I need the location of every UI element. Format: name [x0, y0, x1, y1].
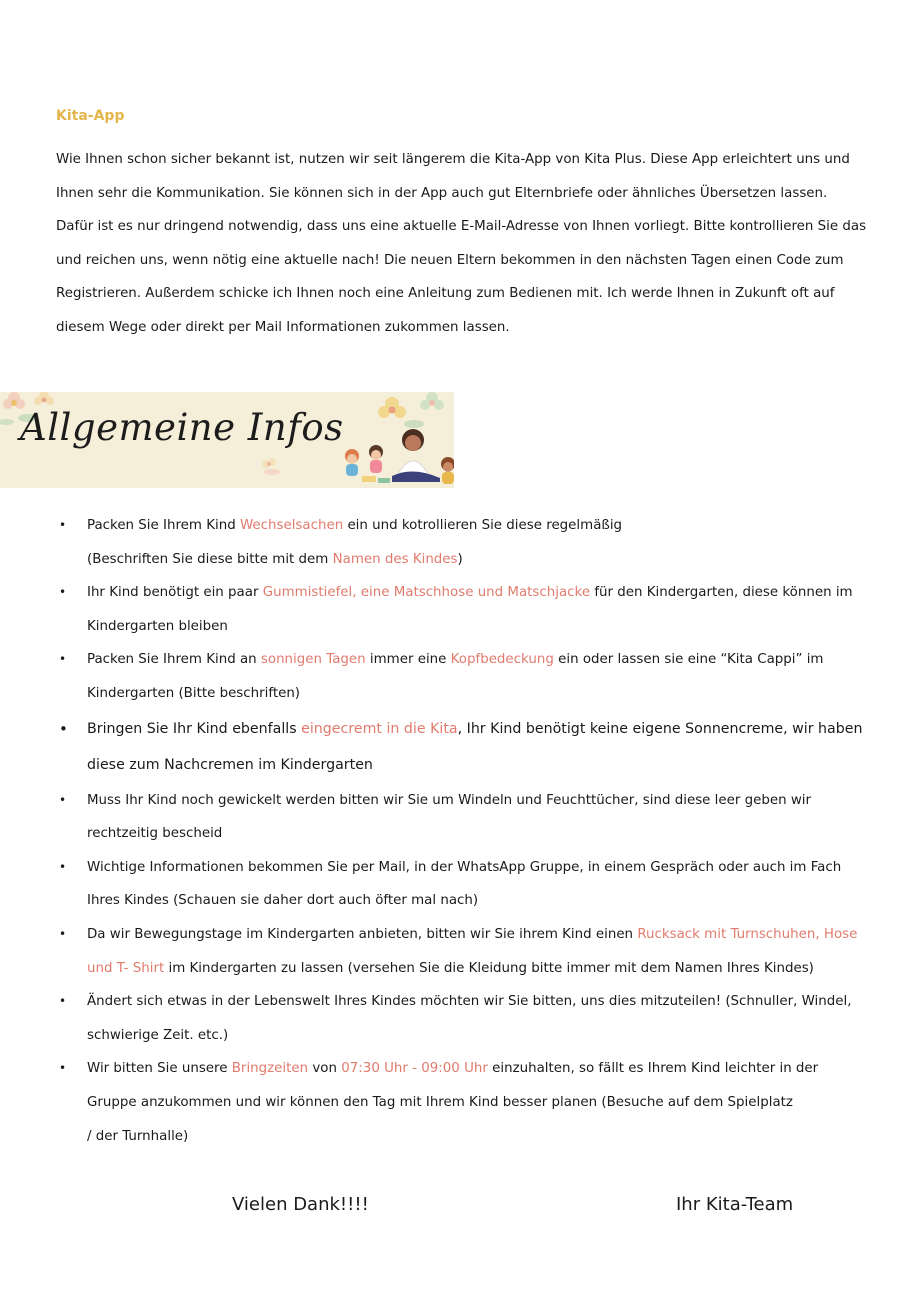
item-text: einzuhalten, so fällt es Ihrem Kind leichter in der Gruppe anzukommen und wir können den Tag mit Ihrem Kind besser planen (Besuche auf dem Spielplatz — [87, 1061, 819, 1110]
item-text: ein oder lassen sie eine “Kita Cappi” im Kindergarten (Bitte beschriften) — [87, 652, 824, 701]
section-title-kita-app: Kita-App — [56, 108, 125, 124]
item-text: / der Turnhalle) — [87, 1128, 189, 1144]
book-icon — [362, 476, 376, 482]
list-item — [56, 509, 868, 576]
flower-icon — [34, 392, 54, 405]
item-highlight: Gummistiefel, eine Matschhose und Matschjacke — [262, 585, 591, 601]
leaf-icon — [264, 469, 280, 475]
item-highlight: Kopfbedeckung — [450, 652, 554, 668]
item-text: Bringen Sie Ihr Kind ebenfalls — [87, 720, 302, 737]
leaf-icon — [404, 420, 424, 428]
item-text: im Kindergarten zu lassen (versehen Sie die Kleidung bitte immer mit dem Namen Ihres Kindes) — [164, 960, 814, 976]
item-highlight: sonnigen Tagen — [260, 652, 366, 668]
info-list — [56, 509, 868, 1153]
allgemeine-infos-banner — [0, 392, 454, 488]
item-text: Muss Ihr Kind noch gewickelt werden bitten wir Sie um Windeln und Feuchttücher, sind diese leer geben wir rechtzeitig bescheid — [87, 792, 812, 842]
item-text: Da wir Bewegungstage im Kindergarten anbieten, bitten wir Sie ihrem Kind einen — [87, 926, 638, 942]
child-illustration-icon — [345, 449, 359, 476]
flower-icon — [378, 397, 406, 418]
item-text: ein und kotrollieren Sie diese regelmäßig — [343, 518, 623, 533]
bullet-icon: • — [59, 585, 67, 600]
list-item — [56, 711, 868, 784]
item-highlight: Namen des Kindes — [332, 551, 458, 567]
banner-title: Allgemeine Infos — [20, 406, 344, 449]
bullet-icon: • — [59, 994, 67, 1009]
item-text: Packen Sie Ihrem Kind an — [87, 652, 261, 668]
item-text: Wichtige Informationen bekommen Sie per Mail, in der WhatsApp Gruppe, in einem Gespräch oder auch im Fach Ihres Kindes (Schauen sie daher dort auch öfter mal nach) — [87, 859, 842, 909]
bullet-icon: • — [59, 792, 67, 807]
flower-icon — [262, 458, 276, 468]
item-text: Packen Sie Ihrem Kind — [87, 518, 240, 533]
list-item — [56, 985, 868, 1052]
item-text: (Beschriften Sie diese bitte mit dem — [87, 551, 333, 567]
item-highlight: Rucksack mit Turnschuhen, Hose und T- Shirt — [87, 926, 858, 976]
signature-team: Ihr Kita-Team — [676, 1194, 794, 1215]
item-text: Ihr Kind benötigt ein paar — [87, 585, 263, 601]
list-item — [56, 576, 868, 643]
thanks-text: Vielen Dank!!!! — [232, 1194, 369, 1215]
teacher-illustration-icon — [392, 429, 440, 482]
item-text: Wir bitten Sie unsere — [87, 1061, 232, 1077]
item-text: von — [308, 1061, 342, 1077]
item-highlight: Bringzeiten — [231, 1061, 309, 1077]
list-item — [56, 643, 868, 710]
item-highlight: 07:30 Uhr - 09:00 Uhr — [341, 1061, 488, 1077]
bullet-icon: • — [59, 518, 67, 532]
bullet-icon: • — [59, 719, 68, 738]
bullet-icon: • — [59, 859, 67, 874]
leaf-icon — [0, 419, 14, 425]
list-item — [56, 1052, 868, 1153]
item-highlight: eingecremt in die Kita — [301, 720, 458, 737]
list-item — [56, 784, 868, 851]
item-text: immer eine — [365, 652, 451, 668]
book-icon — [378, 478, 390, 483]
item-text: für den Kindergarten, diese können im Kindergarten bleiben — [87, 585, 853, 634]
flower-icon — [420, 392, 444, 410]
child-illustration-icon — [369, 445, 383, 473]
list-item — [56, 851, 868, 918]
bullet-icon: • — [59, 652, 67, 667]
item-text: Ändert sich etwas in der Lebenswelt Ihres Kindes möchten wir Sie bitten, uns dies mitzuteilen! (Schnuller, Windel, schwierige Zeit. etc.) — [87, 994, 852, 1043]
child-illustration-icon — [441, 457, 454, 484]
bullet-icon: • — [59, 926, 67, 941]
intro-paragraph: Wie Ihnen schon sicher bekannt ist, nutzen wir seit längerem die Kita-App von Kita Plus. Diese App erleichtert uns und Ihnen sehr die Kommunikation. Sie können sich in der App auch gut Elternbriefe oder ähnliches Übersetzen lassen. Dafür ist es nur dringend notwendig, dass uns eine aktuelle E-Mail-Adresse von Ihnen vorliegt. Bitte kontrollieren Sie das und reichen uns, wenn nötig eine aktuelle nach! Die neuen Eltern bekommen in den nächsten Tagen einen Code zum Registrieren. Außerdem schicke ich Ihnen noch eine Anleitung zum Bedienen mit. Ich werde Ihnen in Zukunft oft auf diesem Wege oder direkt per Mail Informationen zukommen lassen. — [56, 152, 867, 335]
item-text: , Ihr Kind benötigt keine eigene Sonnencreme, wir haben diese zum Nachcremen im Kindergarten — [87, 720, 863, 774]
item-highlight: Wechselsachen — [239, 518, 344, 533]
bullet-icon: • — [59, 1061, 67, 1076]
item-text: ) — [457, 551, 463, 567]
list-item — [56, 918, 868, 985]
